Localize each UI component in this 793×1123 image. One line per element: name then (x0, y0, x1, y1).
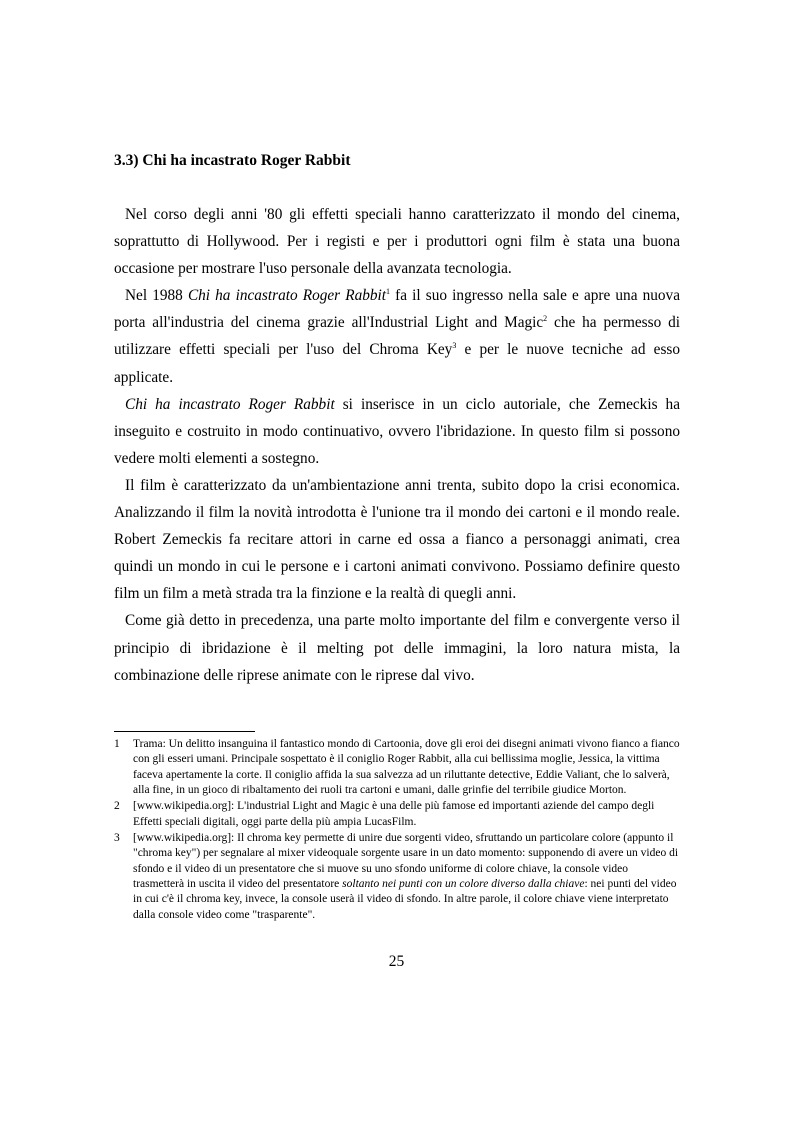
section-heading: 3.3) Chi ha incastrato Roger Rabbit (114, 152, 351, 169)
footnote-ref-2: 2 (543, 314, 548, 324)
footnotes (114, 737, 680, 924)
paragraph-3 (114, 391, 680, 472)
footnote-2 (114, 799, 680, 830)
paragraph-2-text-b: fa il suo ingresso nella sale e apre una nuova porta all'industria del cinema grazie all'Industrial Light and Magic (114, 287, 680, 332)
footnote-ref-3: 3 (452, 341, 457, 351)
footnote-ref-1: 1 (386, 287, 391, 297)
paragraph-3-text: si inserisce in un ciclo autoriale, che Zemeckis ha inseguito e costruito in modo continuativo, ovvero l'ibridazione. In questo film si possono vedere molti elementi a sostegno. (114, 395, 680, 467)
paragraph-5: Come già detto in precedenza, una parte molto importante del film e convergente verso il principio di ibridazione è il melting pot delle immagini, la loro natura mista, la combinazione delle riprese animate con le riprese dal vivo. (114, 612, 680, 684)
paragraph-2-text-a: Nel 1988 (125, 287, 188, 305)
page-number: 25 (388, 953, 405, 970)
footnote-text: [www.wikipedia.org]: L'industrial Light and Magic è una delle più famose ed importanti aziende del campo degli Effetti speciali digitali, oggi parte della più ampia LucasFilm. (133, 800, 655, 828)
footnote-separator (114, 731, 255, 732)
footnote-3-text-a: [www.wikipedia.org]: Il chroma key permette di unire due sorgenti video, sfruttando un particolare colore (appunto il "chroma key") per segnalare al mixer videoquale sorgente usare in un dato momento: supponendo di avere un video di sfondo e il video di un presentatore che si muove su uno sfondo uniforme di colore chiave, la console video trasmetterà in uscita il video del presentatore (133, 832, 679, 891)
footnote-3 (114, 831, 680, 923)
footnote-number: 2 (114, 800, 120, 813)
footnote-3-italic: soltanto nei punti con un colore diverso dalla chiave (342, 878, 585, 891)
paragraph-2-text-c: che ha permesso di utilizzare effetti speciali per l'uso del Chroma Key (114, 314, 680, 359)
paragraph-2 (114, 282, 680, 390)
film-title: Chi ha incastrato Roger Rabbit (187, 287, 387, 305)
film-title: Chi ha incastrato Roger Rabbit (125, 395, 335, 413)
paragraph-1: Nel corso degli anni '80 gli effetti speciali hanno caratterizzato il mondo del cinema, soprattutto di Hollywood. Per i registi e per i produttori ogni film è stata una buona occasione per mostrare l'uso personale della avanzata tecnologia. (114, 206, 680, 278)
body-text (114, 201, 680, 689)
footnote-1 (114, 737, 680, 798)
footnote-number: 3 (114, 832, 120, 845)
paragraph-4: Il film è caratterizzato da un'ambientazione anni trenta, subito dopo la crisi economica. Analizzando il film la novità introdotta è l'unione tra il mondo dei cartoni e il mondo reale. Robert Zemeckis fa recitare attori in carne ed ossa a fianco a personaggi animati, crea quindi un mondo in cui le persone e i cartoni animati convivono. Possiamo definire questo film un film a metà strada tra la finzione e la realtà di quegli anni. (114, 476, 680, 603)
footnote-3-text-b: : nei punti del video in cui c'è il chroma key, invece, la console userà il video di sfondo. In altre parole, il colore chiave viene interpretato dalla console video come "trasparente". (133, 878, 677, 921)
footnote-number: 1 (114, 738, 120, 750)
footnote-text: Trama: Un delitto insanguina il fantastico mondo di Cartoonia, dove gli eroi dei disegni animati vivono fianco a fianco con gli esseri umani. Principale sospettato è il coniglio Roger Rabbit, alla cui bellissima moglie, Jessica, la vittima faceva apertamente la corte. Il coniglio affida la sua salvezza ad un riluttante detective, Eddie Valiant, che lo salverà, alla fine, in un gioco di ribaltamento dei ruoli tra cartoni e umani, dalle grinfie del terribile giudice Morton. (133, 738, 680, 797)
paragraph-2-text-d: e per le nuove tecniche ad esso applicate. (114, 341, 680, 386)
footnote-text (133, 831, 680, 923)
